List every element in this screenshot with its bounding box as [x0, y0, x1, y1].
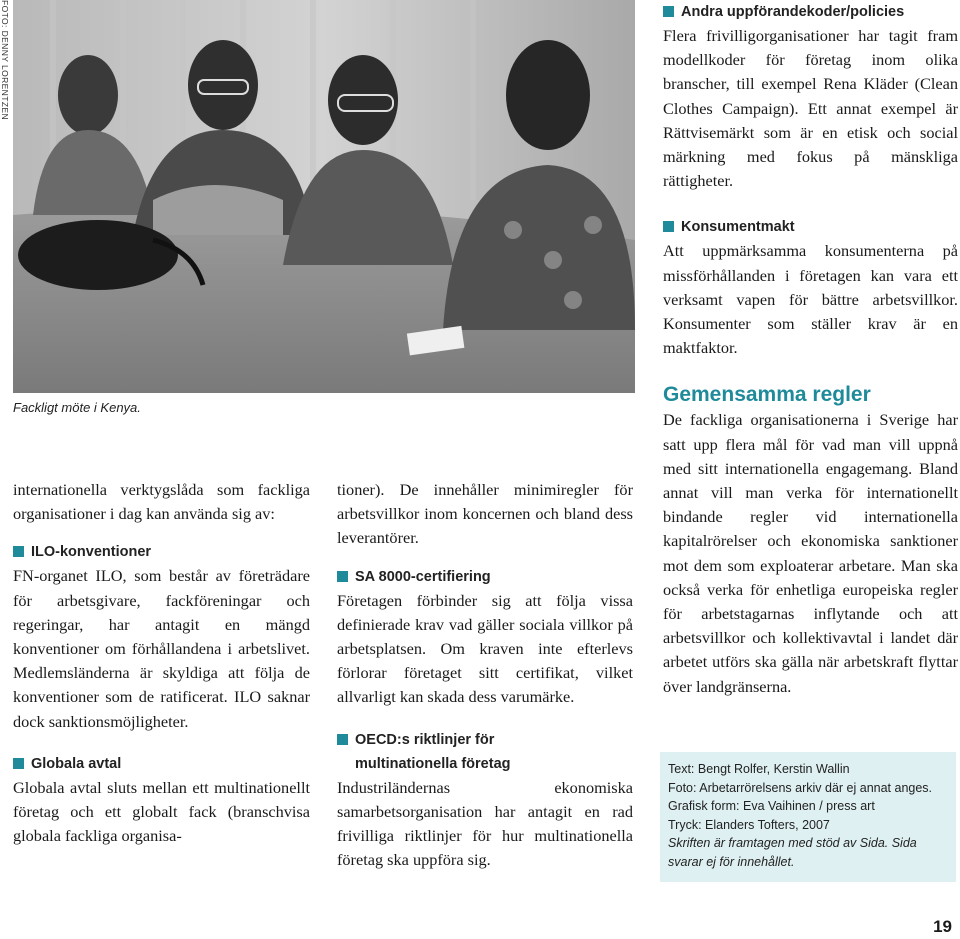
credit-print: Tryck: Elanders Tofters, 2007	[668, 817, 830, 832]
oecd-heading-line2: multinationella företag	[355, 755, 511, 772]
global-agreements-heading	[13, 752, 310, 776]
common-rules-paragraph: De fackliga organisationerna i Sverige har satt upp flera mål för vad man vill uppnå med sitt internationella engagemang. Bland annat vill man verka för internationellt bindande regler vid internationella kapitalrörelser och ekonomiska sanktioner mot dem som exploaterar arbetare. Man ska också verka för enhetliga europeiska regler för arbetstagarnas inflytande och att arbetsvillkor och kollektivavtal i landet där arbetet utförs ska gälla när arbetskraft flyttar över landgränserna.	[663, 410, 958, 696]
global-agreements-heading-text: Globala avtal	[31, 755, 122, 772]
section-bullet-icon	[337, 734, 348, 745]
common-rules-heading: Gemensamma regler	[663, 383, 871, 407]
continued-paragraph: tioner). De innehåller minimiregler för arbetsvillkor inom koncernen och bland dess leverantörer.	[337, 480, 633, 548]
photo-caption: Fackligt möte i Kenya.	[13, 400, 141, 415]
codes-heading	[663, 0, 958, 24]
credit-note: Skriften är framtagen med stöd av Sida. Sida svarar ej för innehållet.	[668, 836, 917, 869]
sa8000-paragraph: Företagen förbinder sig att följa vissa definierade krav vad gäller sociala villkor på arbetsplatsen. Om kraven inte efterlevs förlorar företaget sitt certifikat, vilket allvarligt kan skada dess varumärke.	[337, 590, 633, 707]
meeting-photo	[13, 0, 635, 393]
section-bullet-icon	[663, 6, 674, 17]
column-1	[13, 478, 310, 848]
oecd-paragraph: Industriländernas ekonomiska samarbetsorganisation har antagit en rad frivilliga riktlinjer för hur multinationella företag ska uppföra sig.	[337, 777, 633, 870]
consumer-paragraph: Att uppmärksamma konsumenterna på missförhållanden i företagen kan vara ett verksamt vapen för bättre arbetsvillkor. Konsumenter som ställer krav är en maktfaktor.	[663, 241, 958, 358]
sa8000-heading-text: SA 8000-certifiering	[355, 568, 491, 585]
credits-box	[660, 752, 956, 882]
codes-paragraph: Flera frivilligorganisationer har tagit fram modellkoder för företag inom olika branscher, till exempel Rena Kläder (Clean Clothes Campaign). Ett annat exempel är Rättvisemärkt som är en etisk och social märkning med fokus på mänskliga rättigheter.	[663, 26, 958, 191]
oecd-heading-line1: OECD:s riktlinjer för	[355, 731, 495, 748]
section-bullet-icon	[13, 546, 24, 557]
ilo-paragraph: FN-organet ILO, som består av företrädare för arbetsgivare, fackföreningar och regeringar, har antagit en mängd konventioner om förhållandena i arbetslivet. Medlemsländerna är skyldiga att följa de konventioner som de ratificerat. ILO saknar dock sanktionsmöjligheter.	[13, 566, 310, 731]
section-bullet-icon	[13, 758, 24, 769]
page-number: 19	[933, 917, 952, 936]
section-bullet-icon	[337, 571, 348, 582]
global-agreements-paragraph: Globala avtal sluts mellan ett multinationellt företag och ett globalt fack (branschvisa globala fackliga organisa-	[13, 777, 310, 846]
consumer-heading-text: Konsumentmakt	[681, 219, 795, 236]
intro-paragraph: internationella verktygslåda som fackliga organisationer i dag kan använda sig av:	[13, 480, 310, 524]
credit-text: Text: Bengt Rolfer, Kerstin Wallin	[668, 762, 850, 776]
consumer-heading	[663, 215, 958, 239]
credit-design: Grafisk form: Eva Vaihinen / press art	[668, 799, 875, 813]
section-bullet-icon	[663, 221, 674, 232]
sa8000-heading	[337, 565, 633, 589]
photo-credit-text: FOTO: DENNY LORENTZEN	[0, 0, 10, 121]
oecd-heading	[337, 728, 633, 776]
column-2	[337, 478, 633, 872]
column-3	[663, 0, 958, 699]
ilo-heading-text: ILO-konventioner	[31, 544, 152, 561]
meeting-photo-illustration	[13, 0, 635, 393]
photo-credit	[0, 0, 12, 120]
codes-heading-text: Andra uppförandekoder/policies	[681, 4, 905, 20]
credit-photo: Foto: Arbetarrörelsens arkiv där ej annat anges.	[668, 780, 933, 795]
ilo-heading	[13, 540, 310, 564]
